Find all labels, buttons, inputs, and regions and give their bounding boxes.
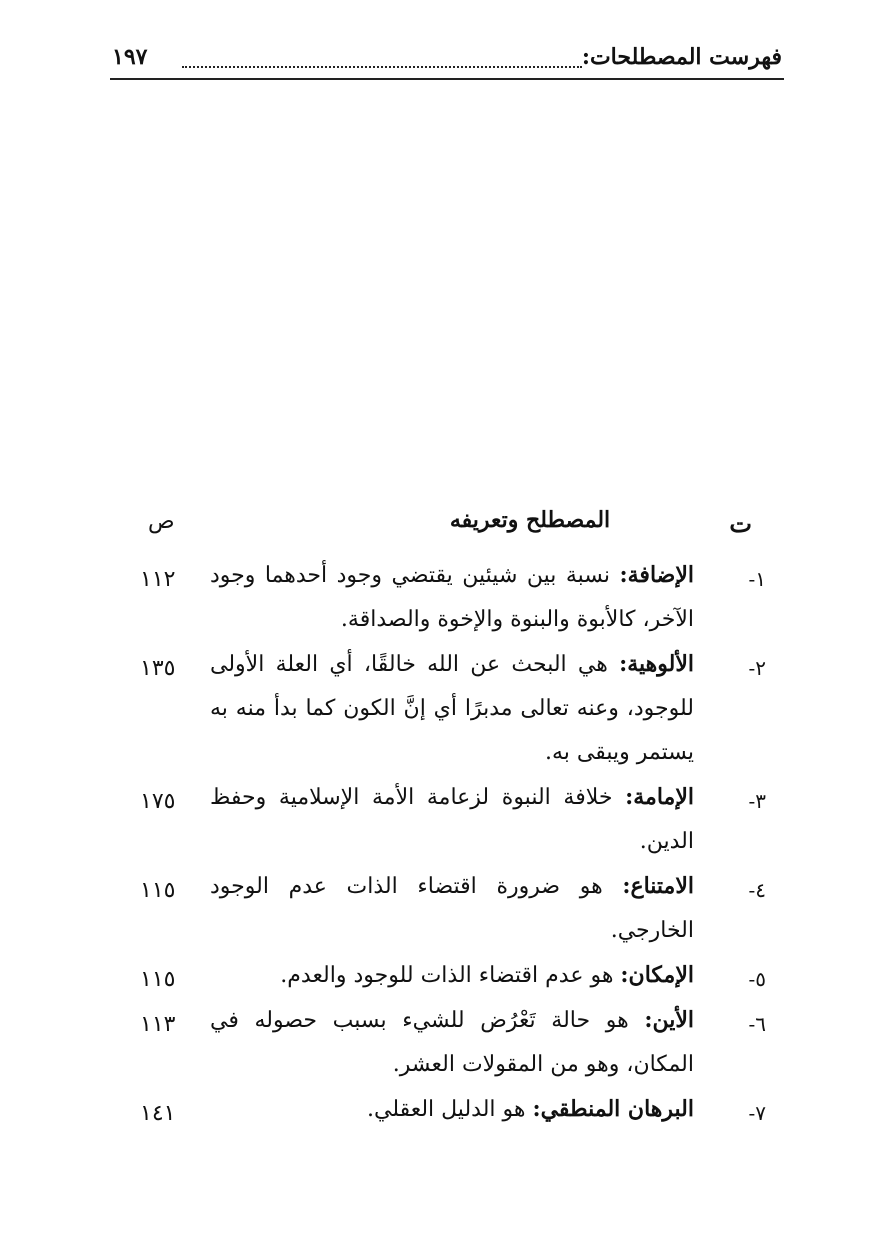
table-row xyxy=(0,953,890,998)
row-text xyxy=(210,553,694,642)
row-page: ١٧٥ xyxy=(140,789,176,814)
row-definition: هو ضرورة اقتضاء الذات عدم الوجود الخارجي. xyxy=(210,874,694,943)
row-definition: هي البحث عن الله خالقًا، أي العلة الأولى للوجود، وعنه تعالى مدبرًا أي إنَّ الكون كما بدأ منه به يستمر ويبقى به. xyxy=(210,652,694,765)
row-definition: هو الدليل العقلي. xyxy=(366,1097,533,1122)
row-text xyxy=(210,775,694,864)
table-row xyxy=(0,642,890,775)
header-leader-dots xyxy=(182,42,582,68)
column-header-term: المصطلح وتعريفه xyxy=(449,507,611,533)
row-number: ٦- xyxy=(748,1012,766,1036)
row-page: ١٣٥ xyxy=(140,656,176,681)
table-row xyxy=(0,775,890,864)
row-definition: هو عدم اقتضاء الذات للوجود والعدم. xyxy=(280,963,621,988)
header-title: فهرست المصطلحات: xyxy=(581,44,782,70)
terms-table xyxy=(0,505,890,1132)
row-number: ٥- xyxy=(748,967,766,991)
row-number: ٤- xyxy=(748,878,766,902)
row-page: ١١٣ xyxy=(140,1012,176,1037)
row-text xyxy=(210,1087,694,1132)
row-number: ٧- xyxy=(748,1101,766,1125)
row-number: ١- xyxy=(748,567,766,591)
header-page-number: ١٩٧ xyxy=(112,44,148,70)
table-row xyxy=(0,998,890,1087)
row-text xyxy=(210,953,694,998)
row-term: الإمكان: xyxy=(620,962,694,988)
column-header-number: ت xyxy=(729,509,752,538)
row-text xyxy=(210,864,694,953)
row-term: الإمامة: xyxy=(625,784,694,810)
row-text xyxy=(210,998,694,1087)
table-row xyxy=(0,1087,890,1132)
row-term: الألوهية: xyxy=(619,651,694,677)
row-number: ٣- xyxy=(748,789,766,813)
row-page: ١١٥ xyxy=(140,878,176,903)
running-header xyxy=(112,40,782,76)
row-definition: نسبة بين شيئين يقتضي وجود أحدهما وجود الآخر، كالأبوة والبنوة والإخوة والصداقة. xyxy=(210,563,694,632)
table-row xyxy=(0,553,890,642)
row-page: ١٤١ xyxy=(140,1101,176,1126)
row-definition: خلافة النبوة لزعامة الأمة الإسلامية وحفظ الدين. xyxy=(210,785,694,854)
row-term: الإضافة: xyxy=(619,562,694,588)
row-term: الامتناع: xyxy=(622,873,694,899)
table-row xyxy=(0,864,890,953)
row-page: ١١٢ xyxy=(140,567,176,592)
row-text xyxy=(210,642,694,775)
row-page: ١١٥ xyxy=(140,967,176,992)
row-term: الأين: xyxy=(644,1007,694,1033)
table-header xyxy=(0,505,890,553)
row-term: البرهان المنطقي: xyxy=(532,1096,694,1122)
row-number: ٢- xyxy=(748,656,766,680)
row-definition: هو حالة تَعْرُض للشيء بسبب حصوله في المكان، وهو من المقولات العشر. xyxy=(210,1008,694,1077)
column-header-page: ص xyxy=(148,509,175,534)
header-rule xyxy=(110,78,784,80)
